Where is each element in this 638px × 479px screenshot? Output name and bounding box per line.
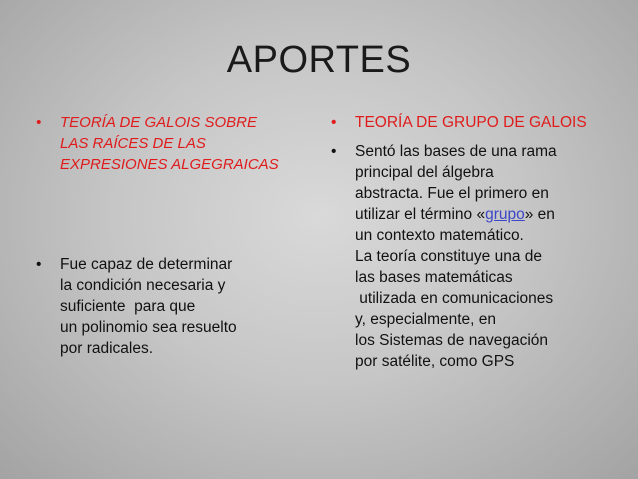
left-heading-line: LAS RAÍCES DE LAS	[60, 135, 206, 152]
right-body-line: La teoría constituye una de	[355, 248, 542, 265]
link-suffix: » en	[524, 206, 555, 223]
left-body-line: la condición necesaria y	[60, 277, 226, 294]
bullet-icon: •	[331, 114, 337, 131]
right-column	[331, 112, 621, 372]
right-body-line: los Sistemas de navegación	[355, 332, 549, 349]
link-prefix: utilizar el término «	[355, 206, 486, 223]
right-body-line: utilizada en comunicaciones	[355, 290, 554, 307]
slide-title: APORTES	[226, 39, 412, 81]
left-column	[36, 112, 298, 359]
right-body-line: principal del álgebra	[355, 164, 494, 181]
left-body-bullet	[36, 254, 298, 359]
right-body-line: abstracta. Fue el primero en	[355, 185, 549, 202]
right-body-line: y, especialmente, en	[355, 311, 497, 328]
right-heading-bullet	[331, 112, 621, 133]
bullet-icon: •	[36, 256, 42, 273]
left-heading-bullet	[36, 112, 298, 175]
left-body-line: suficiente para que	[60, 298, 196, 315]
right-body-link-line	[355, 204, 621, 225]
grupo-link[interactable]: grupo	[485, 206, 525, 223]
left-body-line: un polinomio sea resuelto	[60, 319, 237, 336]
right-heading: TEORÍA DE GRUPO DE GALOIS	[355, 114, 587, 131]
left-body-line: por radicales.	[60, 340, 154, 357]
right-body-bullet	[331, 141, 621, 372]
left-body-line: Fue capaz de determinar	[60, 256, 233, 273]
bullet-icon: •	[331, 143, 337, 160]
left-heading-line: TEORÍA DE GALOIS SOBRE	[60, 114, 257, 131]
right-body-line: un contexto matemático.	[355, 227, 524, 244]
bullet-icon: •	[36, 114, 42, 131]
right-body-line: las bases matemáticas	[355, 269, 513, 286]
right-body-line: por satélite, como GPS	[355, 353, 515, 370]
right-body-line: Sentó las bases de una rama	[355, 143, 557, 160]
left-heading-line: EXPRESIONES ALGEGRAICAS	[60, 156, 279, 173]
